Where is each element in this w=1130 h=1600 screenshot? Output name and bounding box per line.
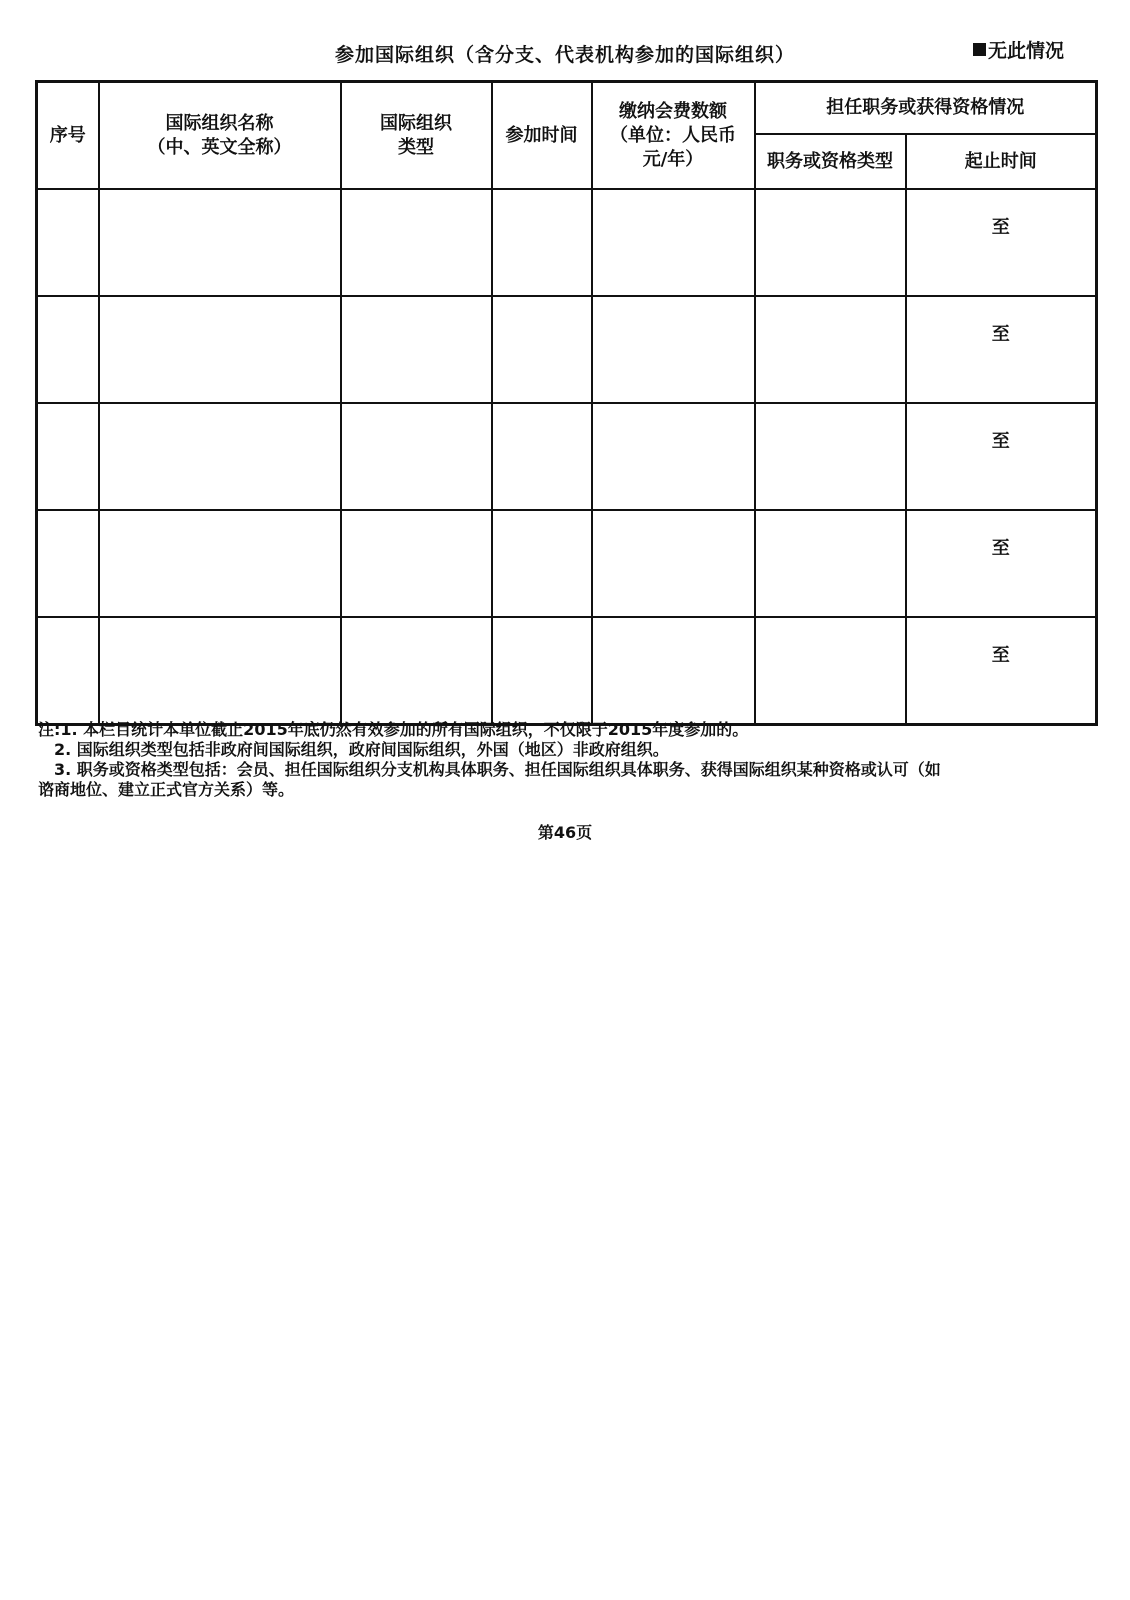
footnotes xyxy=(38,720,1098,800)
cell-position-type[interactable] xyxy=(755,510,906,617)
cell-position-type[interactable] xyxy=(755,403,906,510)
cell-period[interactable] xyxy=(906,510,1097,617)
cell-fee[interactable] xyxy=(592,617,755,725)
no-situation-label: 无此情况 xyxy=(987,40,1064,62)
cell-org-type[interactable] xyxy=(341,189,492,296)
cell-join-time[interactable] xyxy=(492,189,592,296)
cell-join-time[interactable] xyxy=(492,296,592,403)
cell-seq[interactable] xyxy=(37,617,99,725)
header-period: 起止时间 xyxy=(906,134,1097,189)
period-to-label: 至 xyxy=(991,217,1010,238)
cell-seq[interactable] xyxy=(37,510,99,617)
cell-join-time[interactable] xyxy=(492,510,592,617)
no-situation-checkbox[interactable] xyxy=(973,36,1064,63)
cell-org-name[interactable] xyxy=(99,403,341,510)
cell-org-name[interactable] xyxy=(99,296,341,403)
international-organizations-table xyxy=(35,80,1098,726)
period-to-label: 至 xyxy=(991,431,1010,452)
header-org-type: 国际组织 类型 xyxy=(341,82,492,190)
header-org-name: 国际组织名称 （中、英文全称） xyxy=(99,82,341,190)
cell-position-type[interactable] xyxy=(755,189,906,296)
cell-org-type[interactable] xyxy=(341,403,492,510)
cell-join-time[interactable] xyxy=(492,403,592,510)
cell-seq[interactable] xyxy=(37,403,99,510)
page-title: 参加国际组织（含分支、代表机构参加的国际组织） xyxy=(334,44,795,66)
cell-period[interactable] xyxy=(906,403,1097,510)
cell-seq[interactable] xyxy=(37,189,99,296)
cell-org-type[interactable] xyxy=(341,617,492,725)
checked-box-icon xyxy=(973,43,986,56)
cell-fee[interactable] xyxy=(592,403,755,510)
table-row xyxy=(37,189,1097,296)
cell-period[interactable] xyxy=(906,189,1097,296)
table-row xyxy=(37,296,1097,403)
period-to-label: 至 xyxy=(991,538,1010,559)
table-row xyxy=(37,403,1097,510)
cell-seq[interactable] xyxy=(37,296,99,403)
cell-org-name[interactable] xyxy=(99,617,341,725)
cell-period[interactable] xyxy=(906,296,1097,403)
note-3: 3. 职务或资格类型包括：会员、担任国际组织分支机构具体职务、担任国际组织具体职务、获得国际组织某种资格或认可（如 xyxy=(54,760,941,779)
note-3-continued: 谘商地位、建立正式官方关系）等。 xyxy=(38,780,295,799)
cell-position-type[interactable] xyxy=(755,296,906,403)
table-row xyxy=(37,617,1097,725)
cell-position-type[interactable] xyxy=(755,617,906,725)
header-position-group: 担任职务或获得资格情况 xyxy=(755,82,1097,135)
period-to-label: 至 xyxy=(991,645,1010,666)
note-1: 注:1. 本栏目统计本单位截止2015年底仍然有效参加的所有国际组织，不仅限于2015年度参加的。 xyxy=(38,720,749,739)
note-2: 2. 国际组织类型包括非政府间国际组织，政府间国际组织，外国（地区）非政府组织。 xyxy=(54,740,669,759)
period-to-label: 至 xyxy=(991,324,1010,345)
header-position-type: 职务或资格类型 xyxy=(755,134,906,189)
header-join-time: 参加时间 xyxy=(492,82,592,190)
cell-org-name[interactable] xyxy=(99,189,341,296)
page-number: 第46页 xyxy=(537,823,593,842)
header-fee: 缴纳会费数额 （单位：人民币 元/年） xyxy=(592,82,755,190)
cell-fee[interactable] xyxy=(592,189,755,296)
cell-period[interactable] xyxy=(906,617,1097,725)
cell-org-type[interactable] xyxy=(341,296,492,403)
cell-org-type[interactable] xyxy=(341,510,492,617)
cell-fee[interactable] xyxy=(592,510,755,617)
header-seq: 序号 xyxy=(37,82,99,190)
cell-join-time[interactable] xyxy=(492,617,592,725)
cell-fee[interactable] xyxy=(592,296,755,403)
cell-org-name[interactable] xyxy=(99,510,341,617)
table-row xyxy=(37,510,1097,617)
